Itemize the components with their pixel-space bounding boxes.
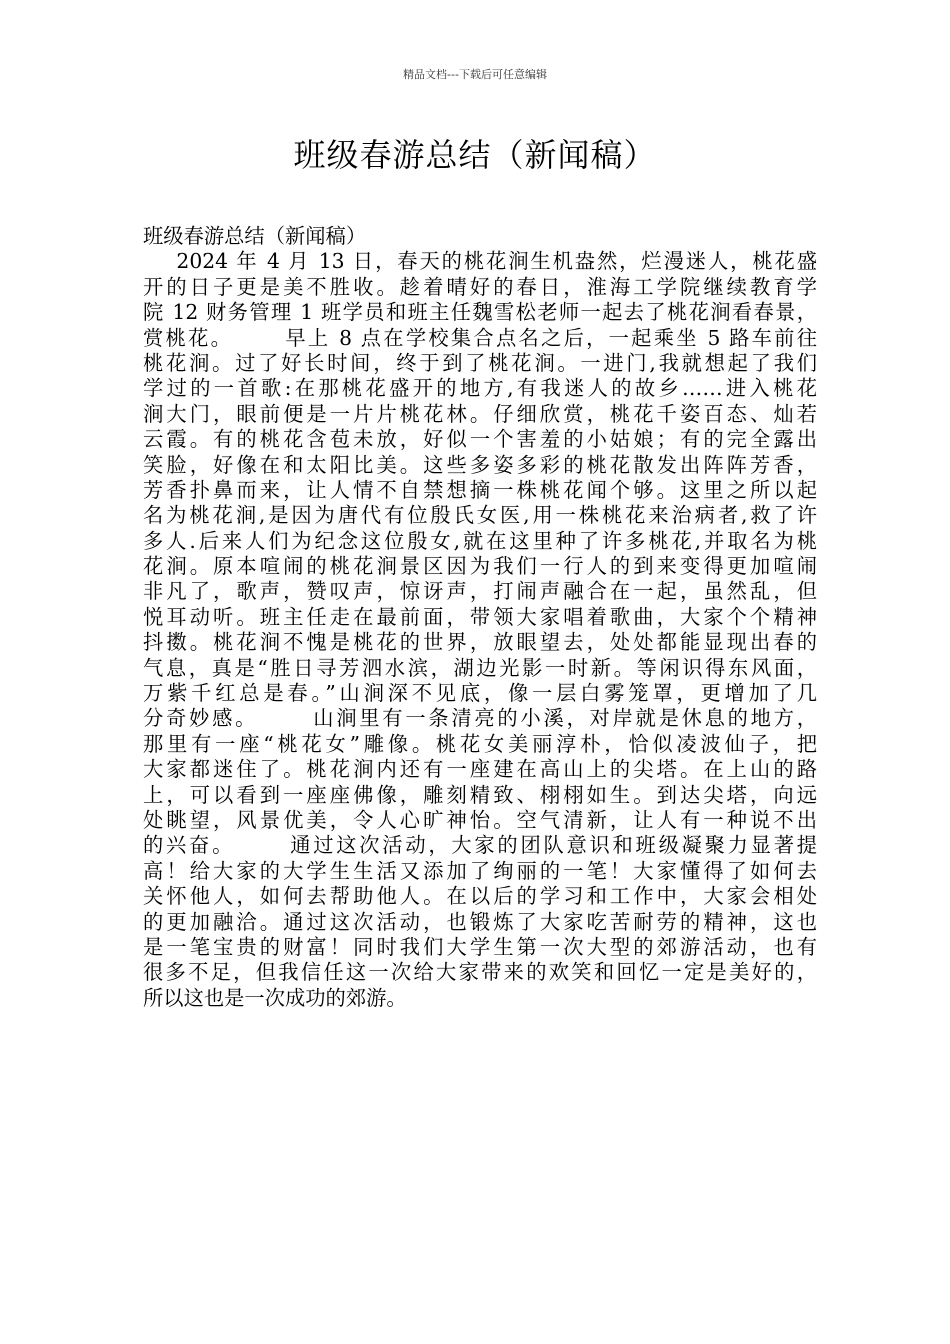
text-line: 名为桃花涧,是因为唐代有位殷氏女医,用一株桃花来治病者,救了许 [143,503,817,528]
text-line: 赏桃花。 早上 8 点在学校集合点名之后，一起乘坐 5 路车前往 [143,325,817,350]
text-line: 处眺望，风景优美，令人心旷神怡。空气清新，让人有一种说不出 [143,807,817,832]
text-line: 大家都迷住了。桃花涧内还有一座建在高山上的尖塔。在上山的路 [143,757,817,782]
text-line: 的更加融洽。通过这次活动，也锻炼了大家吃苦耐劳的精神，这也 [143,909,817,934]
text-line: 学过的一首歌:在那桃花盛开的地方,有我迷人的故乡……进入桃花 [143,376,817,401]
text-line: 上，可以看到一座座佛像，雕刻精致、栩栩如生。到达尖塔，向远 [143,782,817,807]
text-line: 抖擞。桃花涧不愧是桃花的世界，放眼望去，处处都能显现出春的 [143,630,817,655]
text-line: 非凡了，歌声，赞叹声，惊讶声，打闹声融合在一起，虽然乱，但 [143,579,817,604]
body-text [143,224,817,1011]
text-line: 开的日子更是美不胜收。趁着晴好的春日，淮海工学院继续教育学 [143,274,817,299]
text-line: 院 12 财务管理 1 班学员和班主任魏雪松老师一起去了桃花涧看春景， [143,300,817,325]
text-line: 花涧。原本喧闹的桃花涧景区因为我们一行人的到来变得更加喧闹 [143,554,817,579]
text-line: 2024 年 4 月 13 日，春天的桃花涧生机盎然，烂漫迷人，桃花盛 [143,249,817,274]
text-line: 所以这也是一次成功的郊游。 [143,985,407,1010]
text-line: 关怀他人，如何去帮助他人。在以后的学习和工作中，大家会相处 [143,884,817,909]
text-line: 悦耳动听。班主任走在最前面，带领大家唱着歌曲，大家个个精神 [143,604,817,629]
text-line: 高！给大家的大学生生活又添加了绚丽的一笔！大家懂得了如何去 [143,858,817,883]
text-line: 是一笔宝贵的财富！同时我们大学生第一次大型的郊游活动，也有 [143,934,817,959]
text-line: 很多不足，但我信任这一次给大家带来的欢笑和回忆一定是美好的， [143,960,817,985]
page-title: 班级春游总结（新闻稿） [293,136,657,174]
text-line: 分奇妙感。 山涧里有一条清亮的小溪，对岸就是休息的地方， [143,706,817,731]
text-line: 的兴奋。 通过这次活动，大家的团队意识和班级凝聚力显著提 [143,833,817,858]
text-line: 芳香扑鼻而来，让人情不自禁想摘一株桃花闻个够。这里之所以起 [143,477,817,502]
header-note: 精品文档---下载后可任意编辑 [403,68,547,81]
text-line: 桃花涧。过了好长时间，终于到了桃花涧。一进门,我就想起了我们 [143,350,817,375]
text-line: 云霞。有的桃花含苞未放，好似一个害羞的小姑娘；有的完全露出 [143,427,817,452]
text-line: 班级春游总结（新闻稿） [143,224,367,248]
text-line: 那里有一座“桃花女”雕像。桃花女美丽淳朴，恰似凌波仙子，把 [143,731,817,756]
text-line: 多人.后来人们为纪念这位殷女,就在这里种了许多桃花,并取名为桃 [143,528,817,553]
text-line: 笑脸，好像在和太阳比美。这些多姿多彩的桃花散发出阵阵芳香， [143,452,817,477]
text-line: 涧大门，眼前便是一片片桃花林。仔细欣赏，桃花千姿百态、灿若 [143,401,817,426]
text-line: 万紫千红总是春。”山涧深不见底，像一层白雾笼罩，更增加了几 [143,681,817,706]
text-line: 气息，真是“胜日寻芳泗水滨，湖边光影一时新。等闲识得东风面， [143,655,817,680]
